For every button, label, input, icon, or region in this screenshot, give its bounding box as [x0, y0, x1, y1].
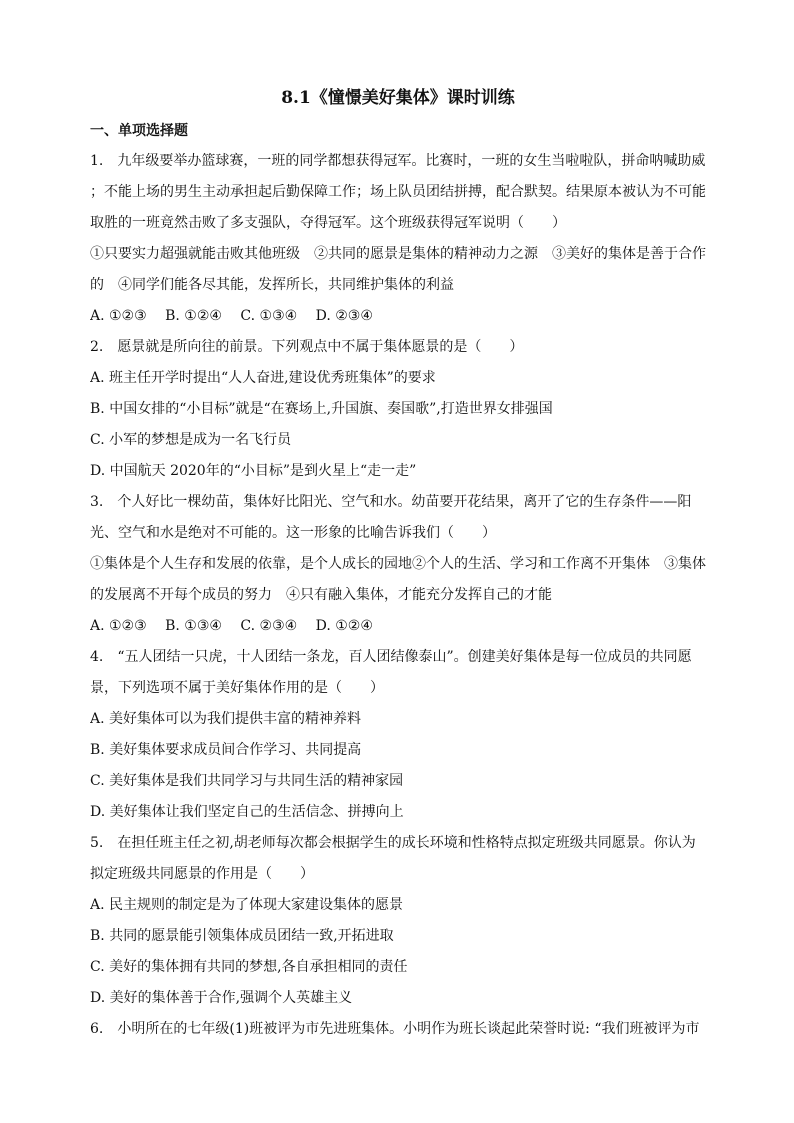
text-line: 取胜的一班竟然击败了多支强队，夺得冠军。这个班级获得冠军说明（ ）	[90, 215, 566, 231]
text-line: A. ①②③ B. ①③④ C. ②③④ D. ①②④	[90, 618, 373, 634]
text-line: 拟定班级共同愿景的作用是（ ）	[90, 866, 314, 882]
text-line: C. 小军的梦想是成为一名飞行员	[90, 432, 292, 448]
text-line: ；不能上场的男生主动承担起后勤保障工作；场上队员团结拼搏，配合默契。结果原本被认为不可能	[90, 184, 706, 200]
text-line: B. 共同的愿景能引领集体成员团结一致,开拓进取	[90, 928, 394, 944]
text-line: 的发展离不开每个成员的努力 ④只有融入集体，才能充分发挥自己的才能	[90, 587, 552, 603]
text-line: B. 中国女排的“小目标”就是“在赛场上,升国旗、奏国歌”,打造世界女排强国	[90, 401, 553, 417]
document-title: 8.1《憧憬美好集体》课时训练	[281, 88, 515, 108]
text-line: C. 美好集体是我们共同学习与共同生活的精神家园	[90, 773, 404, 789]
text-line: ①只要实力超强就能击败其他班级 ②共同的愿景是集体的精神动力之源 ③美好的集体是善于合作	[90, 246, 706, 262]
text-line: 景，下列选项不属于美好集体作用的是（ ）	[90, 680, 384, 696]
text-line: A. 班主任开学时提出“人人奋进,建设优秀班集体”的要求	[90, 370, 436, 386]
text-line: A. ①②③ B. ①②④ C. ①③④ D. ②③④	[90, 308, 373, 324]
text-line: A. 美好集体可以为我们提供丰富的精神养料	[90, 711, 362, 727]
text-line: 2. 愿景就是所向往的前景。下列观点中不属于集体愿景的是（ ）	[90, 339, 524, 355]
text-line: D. 美好的集体善于合作,强调个人英雄主义	[90, 990, 353, 1006]
text-line: 5. 在担任班主任之初,胡老师每次都会根据学生的成长环境和性格特点拟定班级共同愿景。你认为	[90, 835, 696, 851]
text-line: 3. 个人好比一棵幼苗，集体好比阳光、空气和水。幼苗要开花结果，离开了它的生存条件——阳	[90, 494, 692, 510]
text-line: 4. “五人团结一只虎，十人团结一条龙，百人团结像泰山”。创建美好集体是每一位成员的共同愿	[90, 649, 692, 665]
question-body	[90, 150, 706, 1040]
section-heading: 一、单项选择题	[90, 123, 188, 139]
text-line: D. 美好集体让我们坚定自己的生活信念、拼搏向上	[90, 804, 404, 820]
text-line: B. 美好集体要求成员间合作学习、共同提高	[90, 742, 362, 758]
text-line: 6. 小明所在的七年级(1)班被评为市先进班集体。小明作为班长谈起此荣誉时说: “我们班被评为市	[90, 1021, 700, 1037]
text-line: 光、空气和水是绝对不可能的。这一形象的比喻告诉我们（ ）	[90, 525, 496, 541]
text-line: D. 中国航天 2020年的“小目标”是到火星上“走一走”	[90, 463, 417, 479]
text-line: A. 民主规则的制定是为了体现大家建设集体的愿景	[90, 897, 404, 913]
text-line: ①集体是个人生存和发展的依靠，是个人成长的园地②个人的生活、学习和工作离不开集体 ③集体	[90, 556, 706, 572]
text-line: 的 ④同学们能各尽其能，发挥所长，共同维护集体的利益	[90, 277, 454, 293]
text-line: 1. 九年级要举办篮球赛，一班的同学都想获得冠军。比赛时，一班的女生当啦啦队，拼命呐喊助威	[90, 153, 706, 169]
text-line: C. 美好的集体拥有共同的梦想,各自承担相同的责任	[90, 959, 408, 975]
